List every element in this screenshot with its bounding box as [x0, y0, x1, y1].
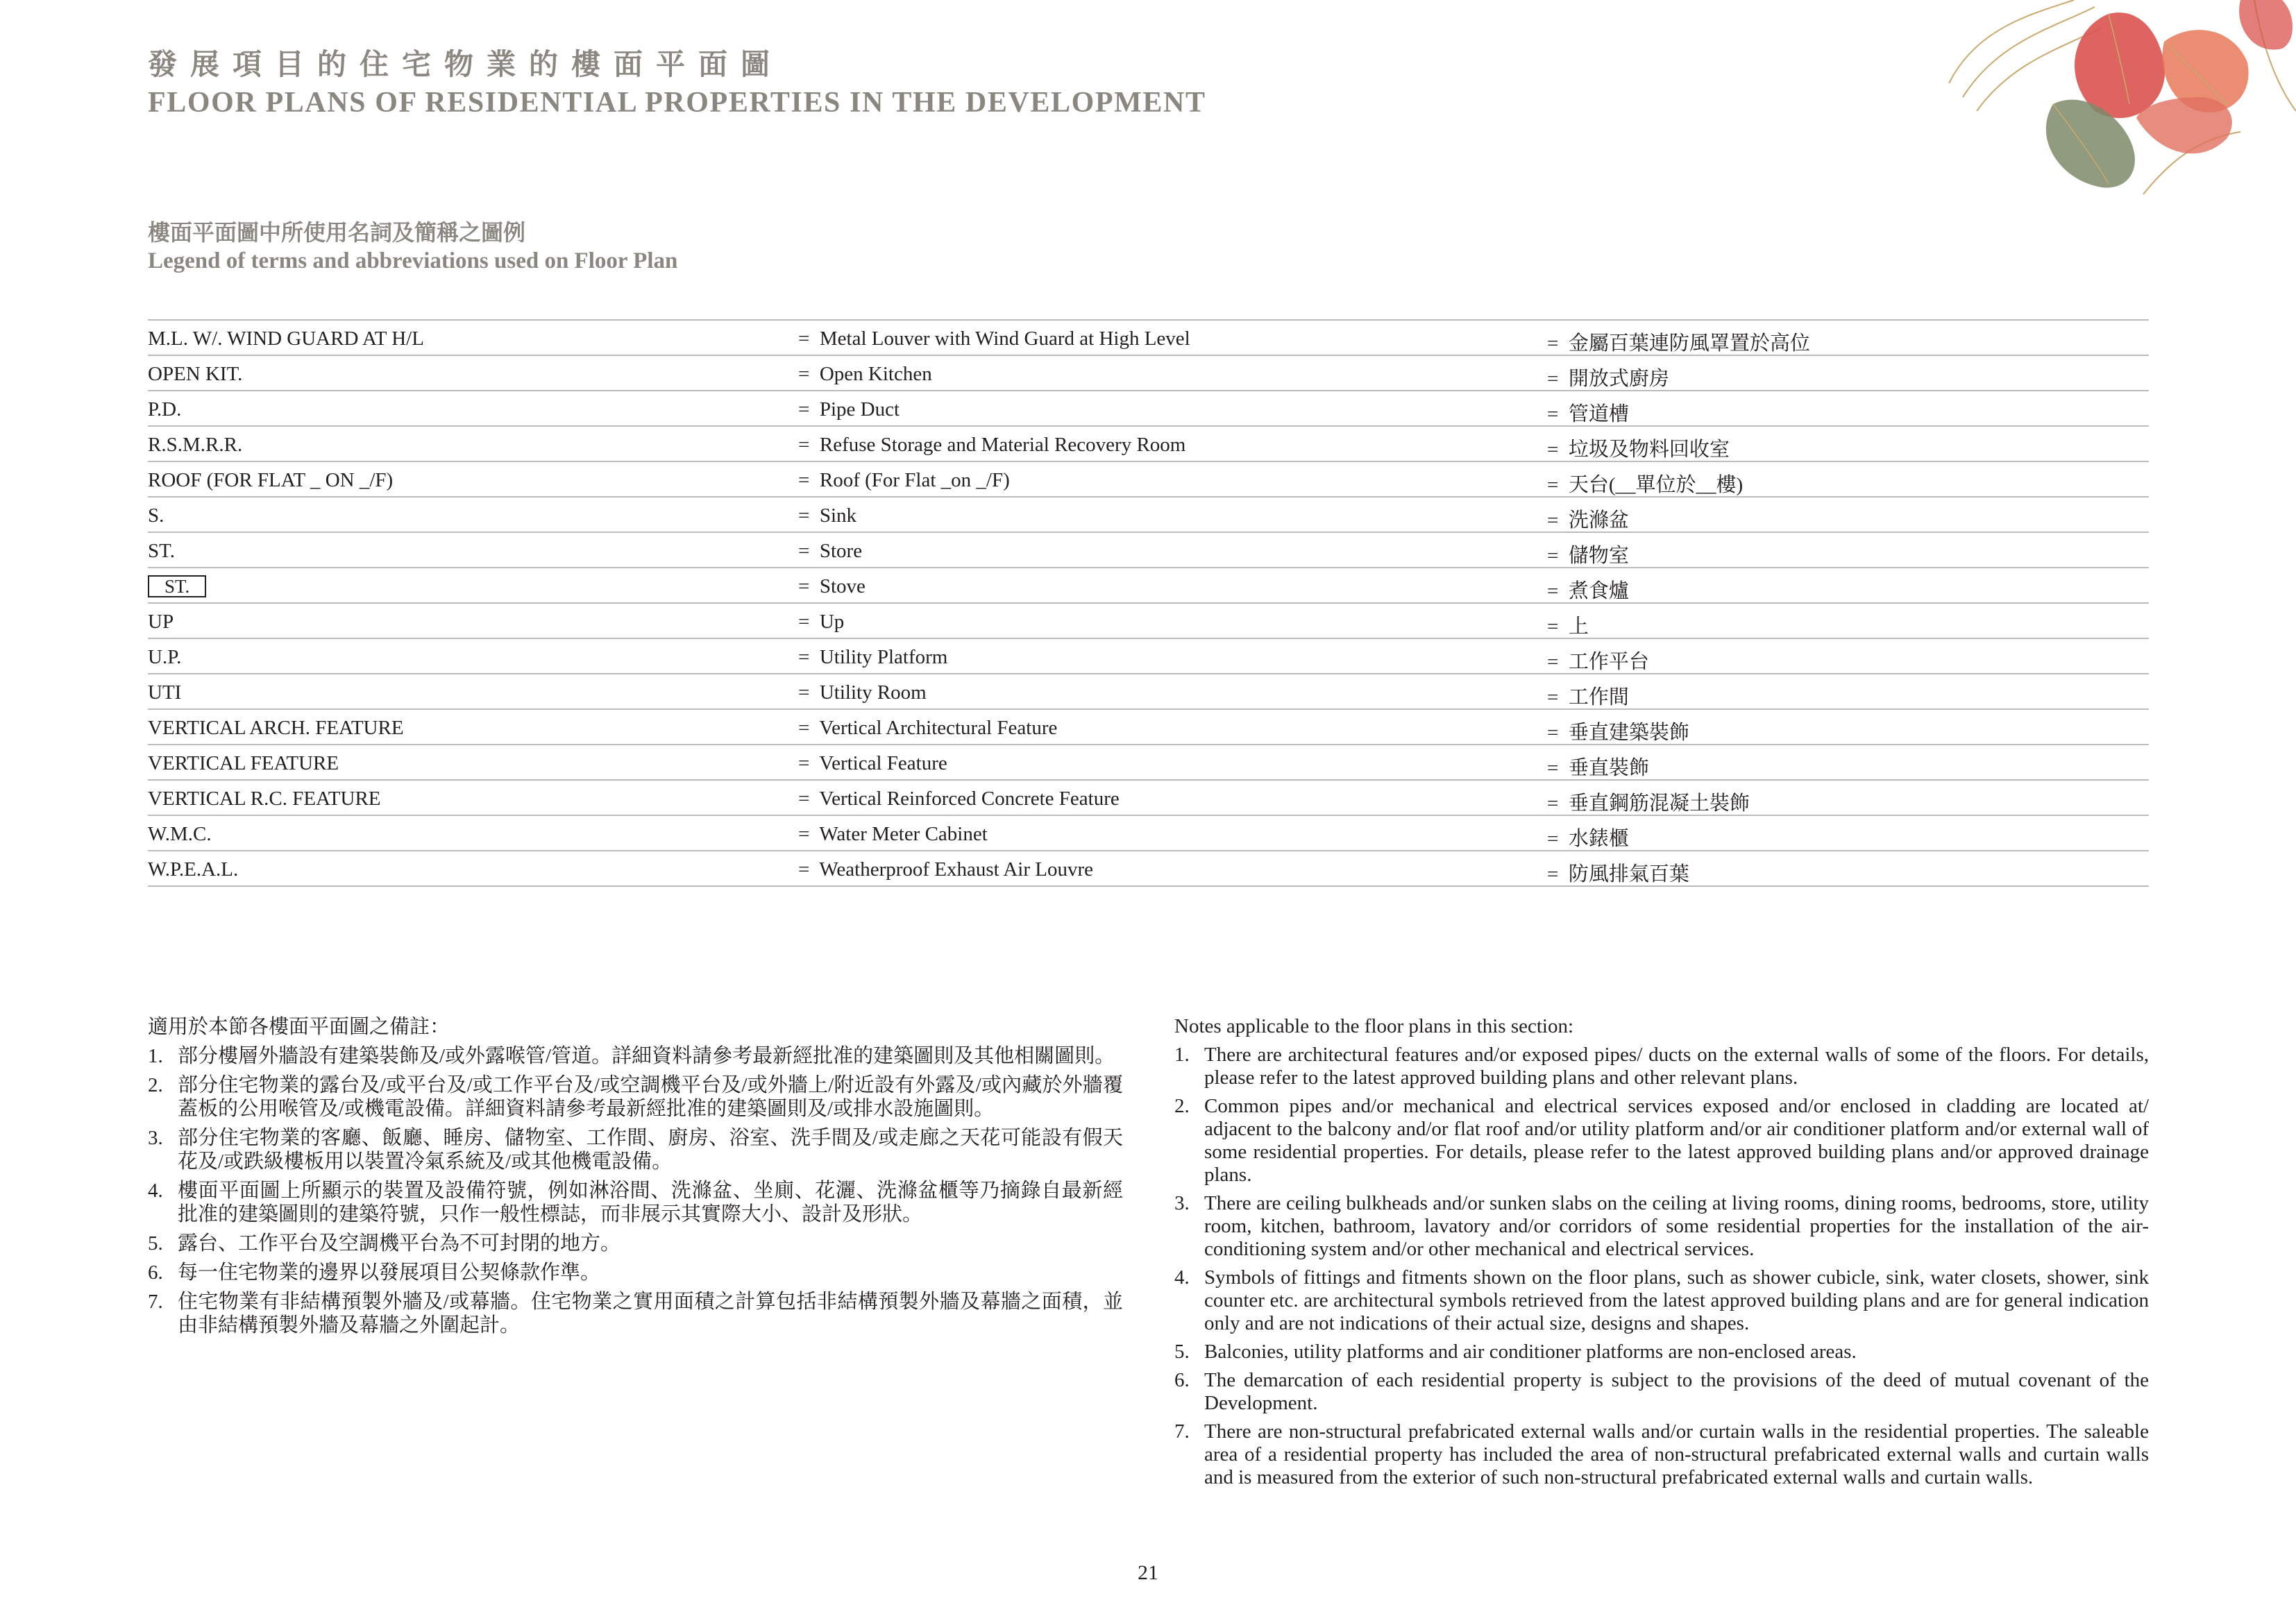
legend-table — [148, 319, 2149, 887]
note-number: 2. — [1174, 1095, 1190, 1117]
note-number: 5. — [1174, 1341, 1190, 1363]
notes-section-zh — [148, 1015, 1123, 1343]
equals-sign: = — [798, 752, 810, 774]
legend-chinese-term — [1547, 646, 1649, 674]
note-item — [1174, 1095, 2149, 1187]
legend-english-term — [798, 823, 988, 846]
legend-chinese-term — [1547, 823, 1629, 851]
note-number: 6. — [148, 1261, 163, 1284]
note-text: Symbols of fittings and fitments shown on the floor plans, such as shower cubicle, sink, water closets, shower, sink counter etc. are architectural symbols retrieved from the latest approved building plans and are for general indication only and are not indications of their actual size, designs and shapes. — [1204, 1266, 2149, 1334]
legend-english-term — [798, 752, 947, 775]
legend-english-text: Vertical Reinforced Concrete Feature — [819, 788, 1120, 810]
legend-chinese-text: 垂直鋼筋混凝土裝飾 — [1568, 792, 1750, 815]
legend-english-term — [798, 681, 927, 704]
legend-chinese-term — [1547, 752, 1649, 781]
legend-english-term — [798, 540, 862, 563]
legend-english-term — [798, 575, 866, 598]
legend-chinese-term — [1547, 788, 1750, 816]
equals-sign: = — [798, 504, 810, 527]
legend-row — [148, 498, 2149, 533]
legend-chinese-term — [1547, 398, 1629, 427]
legend-abbreviation: VERTICAL ARCH. FEATURE — [148, 717, 404, 739]
legend-row — [148, 427, 2149, 462]
legend-row — [148, 604, 2149, 639]
legend-title-zh: 樓面平面圖中所使用名詞及簡稱之圖例 — [148, 220, 526, 245]
legend-row — [148, 639, 2149, 674]
note-item — [148, 1290, 1123, 1337]
note-text: 露台、工作平台及空調機平台為不可封閉的地方。 — [178, 1232, 621, 1255]
legend-chinese-text: 天台(__單位於__樓) — [1568, 474, 1744, 496]
legend-row — [148, 356, 2149, 391]
legend-chinese-text: 煮食爐 — [1568, 580, 1629, 602]
note-item — [148, 1261, 1123, 1284]
legend-english-text: Open Kitchen — [819, 363, 932, 385]
note-text: Common pipes and/or mechanical and electrical services exposed and/or enclosed in cladding are located at/ adjacent to the balcony and/or flat roof and/or utility platform and/or air conditioner platform and/or external wall of some residential properties. For details, please refer to the latest approved building plans and/or approved drainage plans. — [1204, 1095, 2149, 1186]
equals-sign: = — [1547, 332, 1559, 355]
note-number: 3. — [1174, 1192, 1190, 1214]
legend-abbreviation: ROOF (FOR FLAT _ ON _/F) — [148, 469, 394, 491]
legend-english-text: Vertical Architectural Feature — [819, 717, 1058, 739]
legend-abbreviation: R.S.M.R.R. — [148, 434, 243, 456]
note-text: There are ceiling bulkheads and/or sunken slabs on the ceiling at living rooms, dining rooms, bedrooms, store, utility room, kitchen, bathroom, lavatory and/or corridors of some residential properties for the installation of the air-conditioning system and/or other mechanical and electrical services. — [1204, 1192, 2149, 1260]
equals-sign: = — [1547, 509, 1559, 532]
note-item — [148, 1179, 1123, 1226]
legend-row — [148, 321, 2149, 356]
legend-chinese-text: 防風排氣百葉 — [1568, 863, 1689, 885]
legend-row — [148, 816, 2149, 851]
legend-row — [148, 674, 2149, 710]
equals-sign: = — [798, 717, 810, 739]
equals-sign: = — [1547, 615, 1559, 638]
note-number: 6. — [1174, 1369, 1190, 1391]
equals-sign: = — [1547, 792, 1559, 815]
legend-chinese-text: 垂直裝飾 — [1568, 757, 1649, 779]
legend-title-en: Legend of terms and abbreviations used on Floor Plan — [148, 248, 678, 273]
legend-chinese-term — [1547, 575, 1629, 604]
equals-sign: = — [798, 788, 810, 810]
note-item — [1174, 1044, 2149, 1089]
legend-row — [148, 710, 2149, 745]
legend-english-text: Metal Louver with Wind Guard at High Level — [819, 328, 1190, 350]
note-text: There are architectural features and/or exposed pipes/ ducts on the external walls of some of the floors. For details, please refer to the latest approved building plans and other relevant plans. — [1204, 1044, 2149, 1089]
note-text: The demarcation of each residential property is subject to the provisions of the deed of mutual covenant of the Development. — [1204, 1369, 2149, 1414]
legend-english-term — [798, 504, 856, 527]
equals-sign: = — [798, 469, 810, 491]
legend-english-text: Utility Room — [819, 681, 927, 704]
legend-english-text: Pipe Duct — [819, 398, 900, 420]
legend-abbreviation: OPEN KIT. — [148, 363, 243, 385]
legend-row — [148, 462, 2149, 498]
note-number: 2. — [148, 1074, 163, 1096]
note-number: 7. — [148, 1291, 163, 1313]
legend-abbreviation: VERTICAL FEATURE — [148, 752, 339, 774]
equals-sign: = — [798, 611, 810, 633]
note-number: 7. — [1174, 1420, 1190, 1443]
legend-english-text: Store — [819, 540, 863, 562]
note-number: 1. — [148, 1045, 163, 1067]
legend-row — [148, 781, 2149, 816]
legend-chinese-term — [1547, 328, 1810, 356]
equals-sign: = — [798, 398, 810, 420]
legend-chinese-term — [1547, 681, 1629, 710]
legend-row — [148, 391, 2149, 427]
legend-chinese-text: 管道槽 — [1568, 403, 1629, 425]
equals-sign: = — [1547, 651, 1559, 673]
page-title-zh: 發展項目的住宅物業的樓面平面圖 — [148, 49, 784, 81]
note-item — [1174, 1420, 2149, 1489]
note-item — [148, 1126, 1123, 1173]
legend-english-text: Water Meter Cabinet — [819, 823, 988, 845]
note-item — [1174, 1266, 2149, 1335]
legend-abbreviation: U.P. — [148, 646, 182, 668]
legend-english-text: Vertical Feature — [819, 752, 947, 774]
legend-english-text: Utility Platform — [819, 646, 948, 668]
legend-english-term — [798, 328, 1190, 350]
legend-chinese-term — [1547, 540, 1629, 568]
legend-chinese-term — [1547, 717, 1689, 745]
legend-chinese-text: 金屬百葉連防風罩置於高位 — [1568, 332, 1810, 355]
legend-chinese-text: 工作間 — [1568, 686, 1629, 708]
note-number: 4. — [148, 1180, 163, 1202]
equals-sign: = — [798, 434, 810, 456]
equals-sign: = — [1547, 757, 1559, 779]
legend-chinese-text: 洗滌盆 — [1568, 509, 1629, 532]
stove-symbol-box: ST. — [148, 575, 206, 597]
equals-sign: = — [798, 823, 810, 845]
notes-heading-zh: 適用於本節各樓面平面圖之備註： — [148, 1016, 450, 1038]
note-number: 4. — [1174, 1266, 1190, 1289]
note-text: 部分樓層外牆設有建築裝飾及/或外露喉管/管道。詳細資料請參考最新經批准的建築圖則及其他相關圖則。 — [178, 1045, 1115, 1067]
legend-chinese-term — [1547, 858, 1689, 887]
note-number: 3. — [148, 1127, 163, 1149]
equals-sign: = — [1547, 545, 1559, 567]
legend-chinese-text: 垃圾及物料回收室 — [1568, 439, 1730, 461]
equals-sign: = — [798, 575, 810, 597]
legend-row — [148, 851, 2149, 887]
note-item — [148, 1044, 1123, 1068]
notes-list-en — [1174, 1044, 2149, 1489]
legend-english-term — [798, 434, 1185, 457]
legend-abbreviation: W.M.C. — [148, 823, 212, 845]
legend-chinese-text: 工作平台 — [1568, 651, 1649, 673]
legend-row — [148, 745, 2149, 781]
legend-english-term — [798, 858, 1093, 881]
note-item — [148, 1073, 1123, 1121]
legend-chinese-term — [1547, 504, 1629, 533]
legend-english-term — [798, 788, 1120, 810]
legend-chinese-text: 水錶櫃 — [1568, 828, 1629, 850]
legend-english-term — [798, 363, 932, 386]
equals-sign: = — [798, 646, 810, 668]
note-item — [1174, 1369, 2149, 1415]
legend-chinese-term — [1547, 434, 1730, 462]
note-text: There are non-structural prefabricated external walls and/or curtain walls in the residential properties. The saleable area of a residential property has included the area of non-structural prefabricated external walls and curtain walls and is measured from the exterior of such non-structural prefabricated external walls and curtain walls. — [1204, 1420, 2149, 1488]
legend-english-term — [798, 469, 1010, 492]
notes-list-zh — [148, 1044, 1123, 1337]
legend-english-text: Refuse Storage and Material Recovery Room — [819, 434, 1186, 456]
equals-sign: = — [1547, 722, 1559, 744]
page-number: 21 — [1138, 1561, 1158, 1584]
legend-english-term — [798, 646, 947, 669]
equals-sign: = — [1547, 828, 1559, 850]
legend-chinese-text: 上 — [1568, 615, 1589, 638]
legend-chinese-text: 儲物室 — [1568, 545, 1629, 567]
note-item — [1174, 1192, 2149, 1261]
legend-chinese-term — [1547, 611, 1589, 639]
note-text: 部分住宅物業的露台及/或平台及/或工作平台及/或空調機平台及/或外牆上/附近設有外露及/或內藏於外牆覆蓋板的公用喉管及/或機電設備。詳細資料請參考最新經批准的建築圖則及/或排水設施圖則。 — [178, 1074, 1123, 1120]
note-item — [1174, 1341, 2149, 1363]
equals-sign: = — [798, 681, 810, 704]
legend-abbreviation: VERTICAL R.C. FEATURE — [148, 788, 381, 810]
note-text: 樓面平面圖上所顯示的裝置及設備符號，例如淋浴間、洗滌盆、坐廁、花灑、洗滌盆櫃等乃摘錄自最新經批准的建築圖則的建築符號，只作一般性標誌，而非展示其實際大小、設計及形狀。 — [178, 1180, 1123, 1225]
legend-abbreviation: ST. — [148, 540, 175, 562]
note-number: 1. — [1174, 1044, 1190, 1066]
equals-sign: = — [798, 363, 810, 385]
legend-english-text: Sink — [819, 504, 857, 527]
legend-english-text: Stove — [819, 575, 866, 597]
note-text: Balconies, utility platforms and air conditioner platforms are non-enclosed areas. — [1204, 1341, 1857, 1363]
legend-row — [148, 568, 2149, 604]
legend-abbreviation: M.L. W/. WIND GUARD AT H/L — [148, 328, 424, 350]
legend-abbreviation: UTI — [148, 681, 182, 704]
legend-chinese-text: 開放式廚房 — [1568, 368, 1669, 390]
page-title-en: FLOOR PLANS OF RESIDENTIAL PROPERTIES IN THE DEVELOPMENT — [148, 87, 1206, 119]
notes-section-en — [1174, 1015, 2149, 1495]
legend-english-text: Weatherproof Exhaust Air Louvre — [819, 858, 1094, 881]
note-item — [148, 1232, 1123, 1255]
legend-english-term — [798, 717, 1057, 740]
legend-chinese-text: 垂直建築裝飾 — [1568, 722, 1689, 744]
legend-english-text: Up — [819, 611, 845, 633]
legend-row — [148, 533, 2149, 568]
equals-sign: = — [1547, 863, 1559, 885]
note-text: 部分住宅物業的客廳、飯廳、睡房、儲物室、工作間、廚房、浴室、洗手間及/或走廊之天花可能設有假天花及/或跌級樓板用以裝置冷氣系統及/或其他機電設備。 — [178, 1127, 1123, 1173]
legend-english-text: Roof (For Flat _on _/F) — [819, 469, 1010, 491]
equals-sign: = — [1547, 474, 1559, 496]
legend-abbreviation: S. — [148, 504, 164, 527]
equals-sign: = — [1547, 580, 1559, 602]
legend-chinese-term — [1547, 363, 1669, 391]
legend-chinese-term — [1547, 469, 1743, 498]
equals-sign: = — [1547, 403, 1559, 425]
equals-sign: = — [798, 328, 810, 350]
legend-english-term — [798, 398, 900, 421]
equals-sign: = — [1547, 686, 1559, 708]
note-number: 5. — [148, 1232, 163, 1255]
equals-sign: = — [1547, 368, 1559, 390]
floral-decoration — [1935, 0, 2296, 208]
note-text: 住宅物業有非結構預製外牆及/或幕牆。住宅物業之實用面積之計算包括非結構預製外牆及幕牆之面積，並由非結構預製外牆及幕牆之外圍起計。 — [178, 1291, 1123, 1336]
legend-english-term — [798, 611, 844, 634]
legend-abbreviation: UP — [148, 611, 174, 633]
legend-abbreviation: P.D. — [148, 398, 182, 420]
equals-sign: = — [1547, 439, 1559, 461]
notes-heading-en: Notes applicable to the floor plans in this section: — [1174, 1015, 1574, 1037]
legend-abbreviation-boxed — [148, 575, 206, 598]
legend-abbreviation: W.P.E.A.L. — [148, 858, 239, 881]
note-text: 每一住宅物業的邊界以發展項目公契條款作準。 — [178, 1261, 601, 1284]
equals-sign: = — [798, 858, 810, 881]
equals-sign: = — [798, 540, 810, 562]
